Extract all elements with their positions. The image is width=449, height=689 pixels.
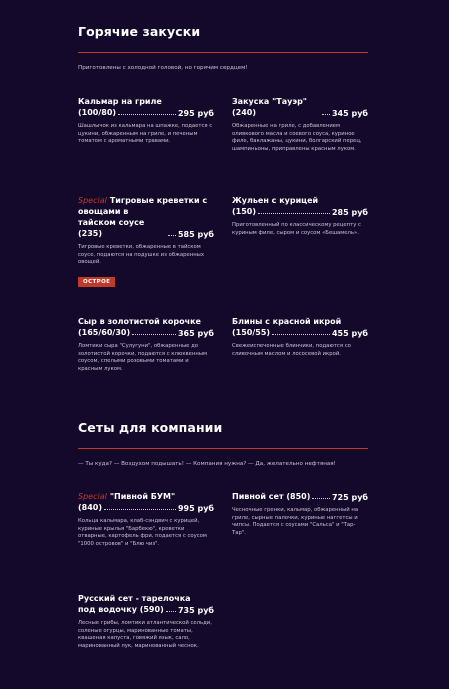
menu-item (78, 316, 214, 373)
item-name-cont: (100/80) (78, 108, 117, 117)
item-price-line (232, 491, 368, 502)
spicy-badge: ОСТРОЕ (78, 277, 115, 287)
item-price-line (232, 327, 368, 338)
special-label: Special (78, 492, 107, 501)
item-price: 455 руб (331, 329, 368, 338)
item-description: Ломтики сыра "Сулугуни", обжаренные до золотистой корочки, подаются с клюквенным соусом, спелыми розовыми томатами и красным луком. (78, 343, 208, 372)
item-description: Приготовленный по классическому рецепту с куриным филе, сыром и соусом «Бешамель». (232, 222, 361, 236)
dot-leader (272, 334, 330, 335)
menu-item (78, 593, 214, 650)
item-name: Пивной сет (850) (232, 492, 311, 501)
item-name-cont: тайском соусе (235) (78, 218, 145, 238)
item-price: 725 руб (331, 493, 368, 502)
item-name-text: Тигровые креветки с овощами в (78, 196, 208, 216)
item-price: 365 руб (177, 329, 214, 338)
section-title: Горячие закуски (78, 24, 201, 39)
item-description: Кольца кальмара, клаб-сэндвич с курицей, куриные крылья "Барбекю", креветки отварные, картофель фри, подается с соусом "1000 островов" и "Блю чиз". (78, 518, 207, 547)
item-name-cont: (840) (78, 503, 103, 512)
item-name-text: "Пивной БУМ" (109, 492, 176, 501)
item-price: 285 руб (331, 208, 368, 217)
item-name (78, 195, 214, 217)
dot-leader (322, 114, 330, 115)
item-name-cont: (150/55) (232, 328, 271, 337)
section-subtitle: Приготовлены с холодной головой, но горячим сердцем! (78, 65, 248, 71)
item-price-line (78, 604, 214, 615)
item-name: Русский сет - тарелочка (78, 594, 191, 603)
menu-item (232, 195, 368, 237)
item-name-cont: (150) (232, 207, 257, 216)
section-hot-appetizers (78, 24, 368, 72)
dot-leader (258, 213, 330, 214)
section-divider (78, 52, 368, 53)
special-label: Special (78, 196, 107, 205)
dot-leader (132, 334, 176, 335)
item-description: Шашлычок из кальмара на шпажке, подается с цукини, обжаренным на гриле, и печеным томатом с ароматными травами. (78, 123, 213, 145)
section-group-sets (78, 420, 368, 468)
item-description: Лесные грибы, ломтики атлантической сельди, соленые огурцы, маринованные томаты, квашеная капуста, говяжий язык, сало, маринованный лук, маринованный чеснок. (78, 620, 212, 649)
menu-item (78, 96, 214, 146)
item-price-line (78, 327, 214, 338)
menu-item (78, 491, 214, 548)
item-price-line (78, 217, 214, 239)
menu-item (78, 195, 214, 287)
item-price: 995 руб (177, 504, 214, 513)
item-name-cont: (165/60/30) (78, 328, 131, 337)
section-title: Сеты для компании (78, 420, 223, 435)
item-name (78, 491, 214, 502)
item-name: Кальмар на гриле (78, 97, 162, 106)
item-name: Блины с красной икрой (232, 317, 342, 326)
dot-leader (168, 235, 176, 236)
menu-item (232, 96, 368, 153)
item-price-line (78, 107, 214, 118)
menu-item (232, 316, 368, 358)
item-price: 295 руб (177, 109, 214, 118)
item-price: 585 руб (177, 230, 214, 239)
item-description: Чесночные гренки, кальмар, обжаренный на гриле, сырные палочки, куриные наггетсы и чипсы. Подается с соусами "Сальса" и "Тар-Тар". (232, 507, 359, 536)
item-price-line (232, 96, 368, 118)
item-description: Обжаренные на гриле, с добавлением оливкового масла и соевого соуса, куриное филе, баклажаны, цукини, болгарский перец, шампиньоны, приправлены красным луком. (232, 123, 362, 152)
item-price-line (78, 502, 214, 513)
item-name: Жульен с курицей (232, 196, 319, 205)
item-description: Свежеиспеченные блинчики, подаются со сливочным маслом и лососевой икрой. (232, 343, 351, 357)
item-name: Закуска "Тауэр" (240) (232, 97, 307, 117)
menu-item (232, 491, 368, 537)
dot-leader (118, 114, 176, 115)
dot-leader (104, 509, 176, 510)
section-divider (78, 448, 368, 449)
item-price-line (232, 206, 368, 217)
item-name: Сыр в золотистой корочке (78, 317, 201, 326)
item-price: 735 руб (177, 606, 214, 615)
section-subtitle: — Ты куда? — Воздухом подышать! — Компания нужна? — Да, желательно нефтяная! (78, 461, 336, 467)
item-description: Тигровые креветки, обжаренные в тайском соусе, подаются на подушке из обжаренных овощей. (78, 244, 204, 266)
item-price: 345 руб (331, 109, 368, 118)
dot-leader (312, 498, 330, 499)
dot-leader (166, 611, 176, 612)
item-name-cont: под водочку (590) (78, 605, 164, 614)
